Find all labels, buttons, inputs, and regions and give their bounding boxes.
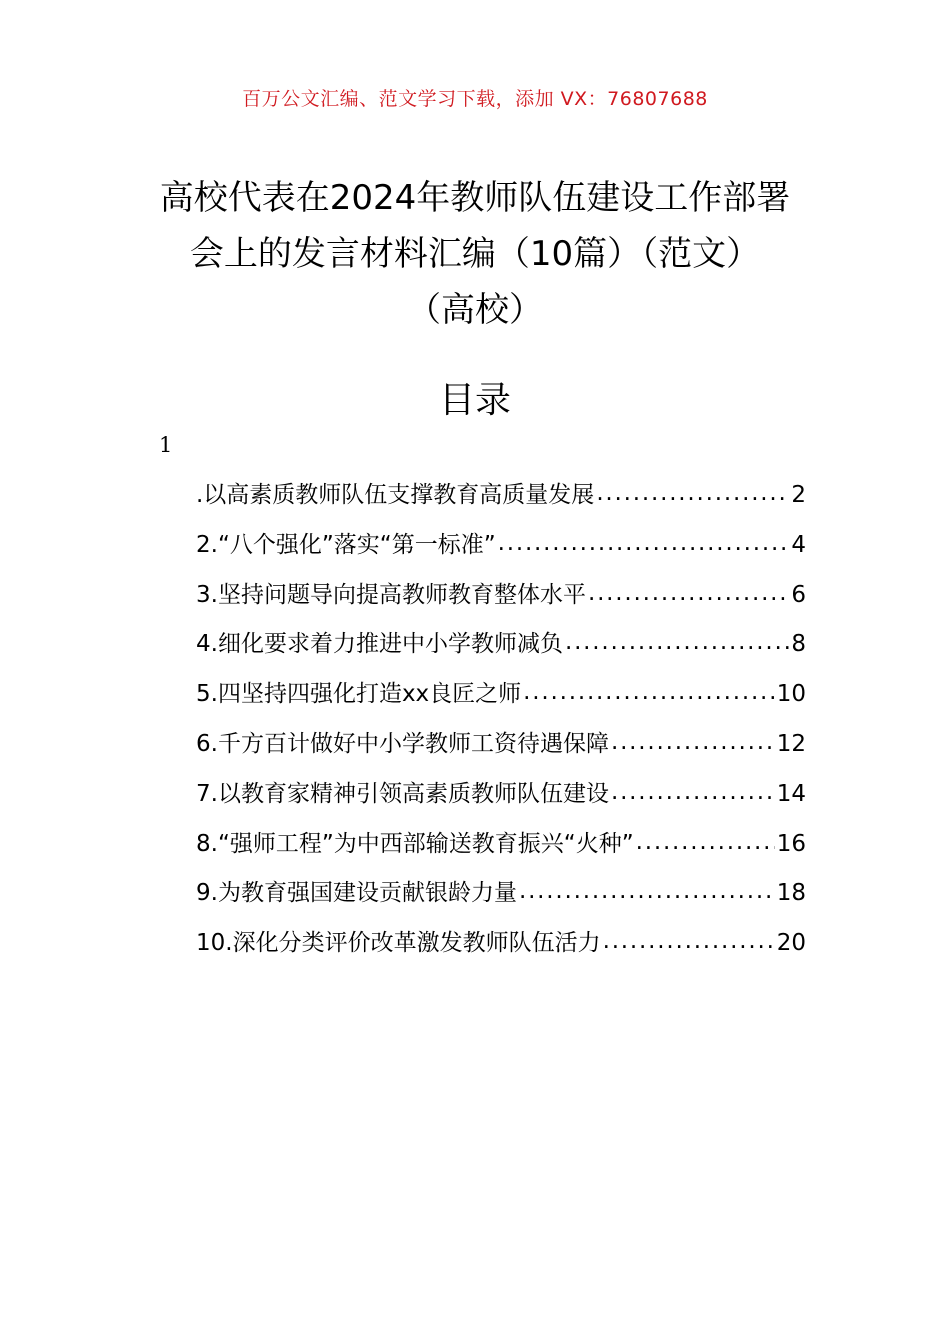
- stray-number: 1: [159, 433, 173, 457]
- toc-entry-title: 4.细化要求着力推进中小学教师减负: [196, 631, 563, 658]
- toc-entry-title: 10.深化分类评价改革激发教师队伍活力: [196, 930, 601, 957]
- toc-dot-leader: [519, 877, 775, 900]
- title-line-2: 会上的发言材料汇编（10篇）（范文）: [189, 234, 761, 274]
- document-title: [120, 170, 830, 338]
- toc-dot-leader: [603, 927, 775, 950]
- toc-dot-leader: [565, 628, 789, 651]
- toc-heading: 目录: [438, 380, 511, 421]
- toc-entry[interactable]: [196, 725, 806, 775]
- toc-entry[interactable]: [196, 625, 806, 675]
- toc-entry[interactable]: [196, 775, 806, 825]
- toc-entry-title: 9.为教育强国建设贡献银龄力量: [196, 880, 517, 907]
- title-line-1: 高校代表在2024年教师队伍建设工作部署: [159, 178, 791, 218]
- toc-dot-leader: [596, 479, 789, 502]
- toc-entry[interactable]: [196, 476, 806, 526]
- toc-entry-page: 2: [791, 482, 806, 508]
- toc-entry-title: 2.“八个强化”落实“第一标准”: [196, 531, 496, 558]
- toc-entry-title: .以高素质教师队伍支撑教育高质量发展: [196, 482, 595, 508]
- toc-dot-leader: [636, 828, 775, 851]
- toc-entry[interactable]: [196, 825, 806, 875]
- toc-entry[interactable]: [196, 576, 806, 626]
- toc-dot-leader: [588, 579, 789, 602]
- toc-entry-title: 3.坚持问题导向提高教师教育整体水平: [196, 581, 586, 608]
- toc-entry-page: 4: [791, 531, 806, 558]
- toc-entry-page: 18: [776, 880, 806, 907]
- toc-dot-leader: [523, 678, 775, 701]
- toc-entry-title: 6.千方百计做好中小学教师工资待遇保障: [196, 730, 609, 757]
- toc-dot-leader: [498, 529, 790, 552]
- table-of-contents: [196, 476, 806, 974]
- toc-entry-title: 5.四坚持四强化打造xx良匠之师: [196, 681, 522, 708]
- toc-entry-page: 10: [776, 681, 806, 708]
- toc-dot-leader: [611, 728, 775, 751]
- toc-entry-page: 8: [791, 631, 806, 658]
- toc-entry-page: 6: [791, 581, 806, 608]
- toc-dot-leader: [611, 778, 775, 801]
- toc-entry-page: 16: [776, 830, 806, 857]
- toc-entry[interactable]: [196, 675, 806, 725]
- title-line-3: （高校）: [407, 290, 543, 330]
- toc-entry[interactable]: [196, 874, 806, 924]
- toc-entry[interactable]: [196, 526, 806, 576]
- toc-entry-title: 7.以教育家精神引领高素质教师队伍建设: [196, 780, 609, 807]
- toc-entry-title: 8.“强师工程”为中西部输送教育振兴“火种”: [196, 830, 634, 857]
- toc-entry-page: 12: [776, 730, 806, 757]
- toc-entry-page: 20: [776, 930, 806, 957]
- toc-entry-page: 14: [776, 780, 806, 807]
- header-note: 百万公文汇编、范文学习下载，添加 VX：76807688: [242, 88, 708, 110]
- toc-entry[interactable]: [196, 924, 806, 974]
